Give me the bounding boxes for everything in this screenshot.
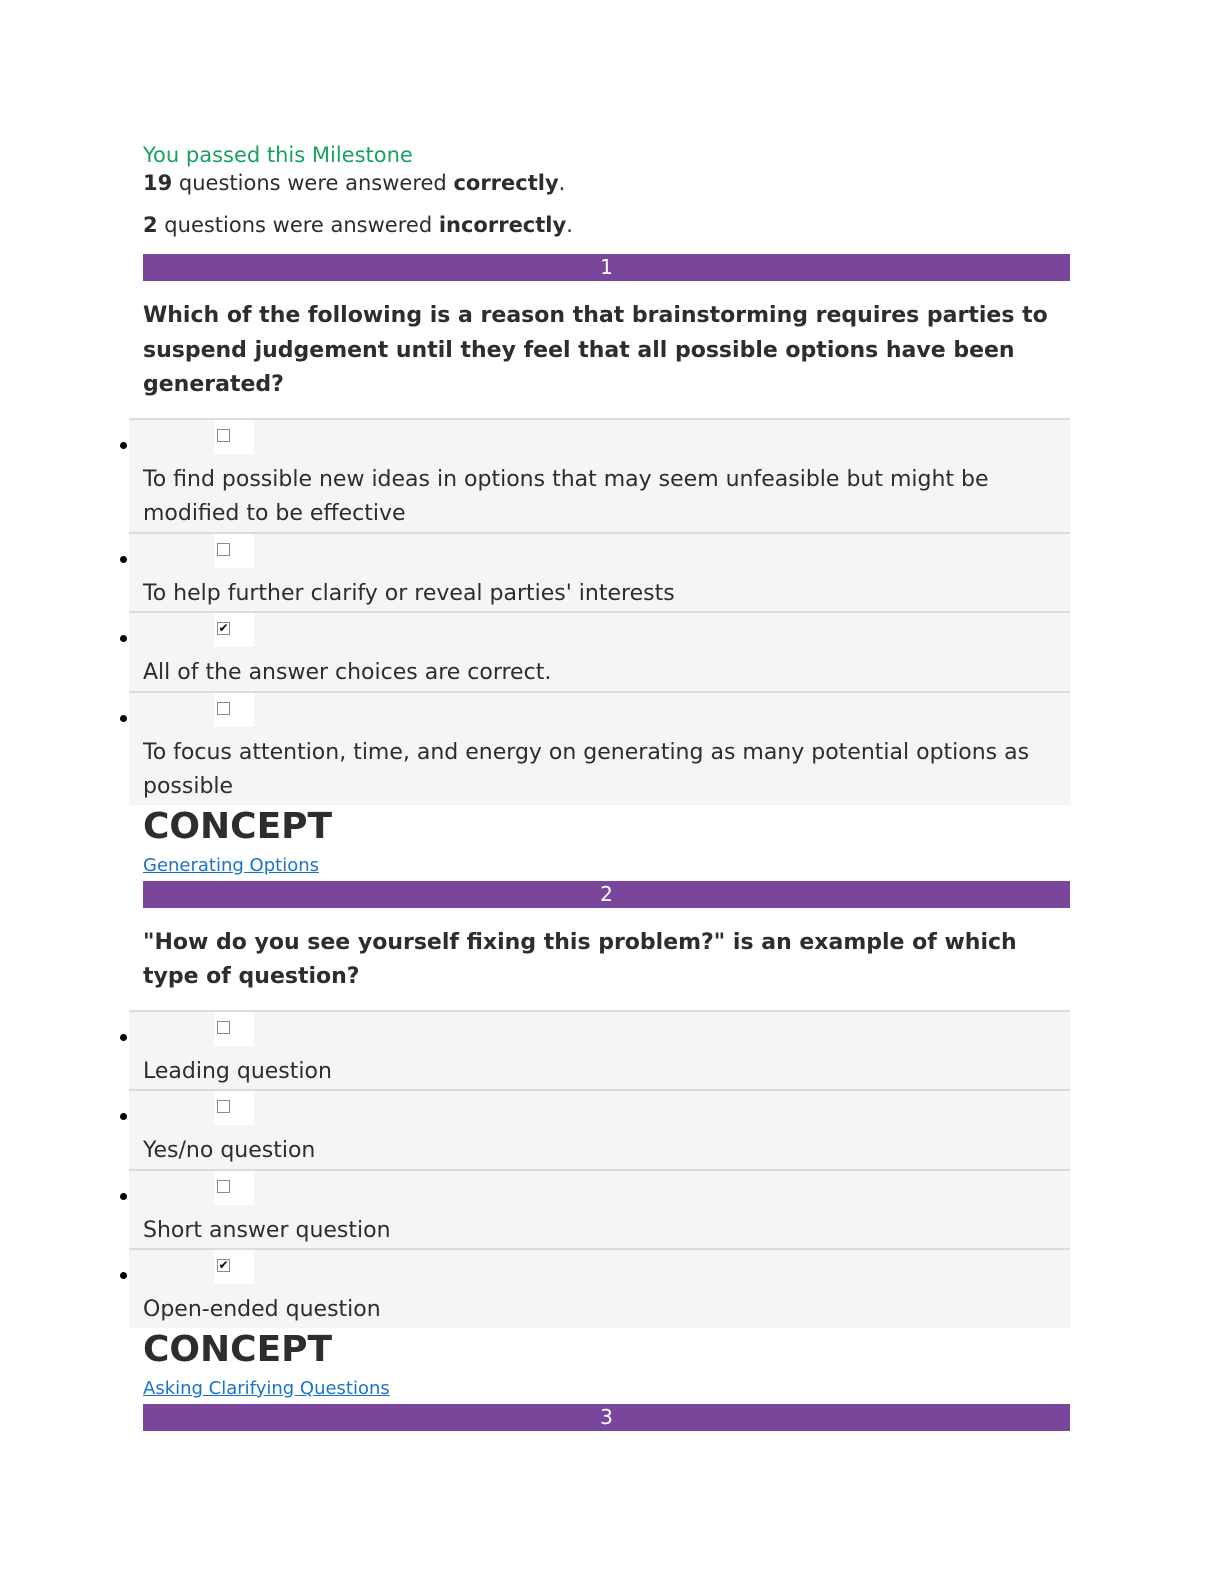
answer-options — [129, 1010, 1070, 1328]
answer-option-label: Short answer question — [143, 1217, 391, 1243]
answer-option[interactable] — [129, 532, 1070, 612]
answer-option-label: To focus attention, time, and energy on generating as many potential options as possible — [143, 739, 1030, 799]
checkbox-frame — [214, 420, 254, 454]
bullet-icon — [120, 1113, 127, 1120]
checkbox-frame — [214, 1250, 254, 1284]
bullet-icon — [120, 442, 127, 449]
answer-option[interactable] — [129, 1248, 1070, 1328]
pass-status: You passed this Milestone — [143, 143, 413, 167]
answer-option[interactable] — [129, 1010, 1070, 1090]
checkbox-unchecked-icon[interactable] — [217, 1180, 230, 1193]
incorrect-count: 2 — [143, 213, 158, 237]
checkbox-checked-icon[interactable]: ✔ — [218, 1258, 229, 1272]
answer-option[interactable] — [129, 691, 1070, 805]
answer-option-label: To help further clarify or reveal parties' interests — [143, 580, 675, 606]
question-number-bar: 2 — [143, 881, 1070, 908]
incorrect-summary — [143, 212, 1070, 242]
concept-heading: CONCEPT — [143, 1328, 333, 1370]
answer-option[interactable] — [129, 1089, 1070, 1169]
answer-option-label: All of the answer choices are correct. — [143, 660, 552, 685]
bullet-icon — [120, 1272, 127, 1279]
milestone-results — [143, 140, 1070, 1431]
bullet-icon — [120, 556, 127, 563]
answer-option[interactable] — [129, 418, 1070, 532]
checkbox-unchecked-icon[interactable] — [217, 1100, 230, 1113]
answer-option-label: Leading question — [143, 1058, 332, 1084]
concept-heading: CONCEPT — [143, 805, 333, 847]
bullet-icon — [120, 1034, 127, 1041]
checkbox-unchecked-icon[interactable] — [217, 429, 230, 442]
bullet-icon — [120, 635, 127, 642]
checkbox-unchecked-icon[interactable] — [217, 1021, 230, 1034]
concept-link[interactable]: Asking Clarifying Questions — [143, 1377, 390, 1399]
checkbox-frame — [214, 613, 254, 647]
checkbox-frame — [214, 1012, 254, 1046]
answer-option-label: Yes/no question — [143, 1138, 316, 1163]
checkbox-unchecked-icon[interactable] — [217, 702, 230, 715]
incorrect-period: . — [566, 213, 573, 237]
checkbox-frame — [214, 693, 254, 727]
correct-summary-text: questions were answered — [172, 171, 454, 195]
correct-summary — [143, 170, 1070, 200]
answer-option[interactable] — [129, 611, 1070, 691]
incorrect-summary-text: questions were answered — [157, 213, 439, 237]
checkbox-checked-icon[interactable]: ✔ — [218, 621, 229, 635]
checkbox-frame — [214, 1091, 254, 1125]
correct-period: . — [558, 171, 566, 195]
checkbox-frame — [214, 534, 254, 568]
correct-word: correctly — [453, 171, 559, 195]
answer-options — [129, 418, 1070, 805]
question-text: Which of the following is a reason that brainstorming requires parties to suspend judgement until they feel that all possible options have been generated? — [143, 303, 1048, 397]
question-number-bar: 1 — [143, 254, 1070, 281]
checkbox-frame — [214, 1171, 254, 1205]
concept-section — [143, 805, 1070, 881]
answer-option-label: To find possible new ideas in options that may seem unfeasible but might be modified to be effective — [143, 466, 989, 526]
question-number-bar: 3 — [143, 1404, 1070, 1431]
bullet-icon — [120, 715, 127, 722]
incorrect-word: incorrectly — [438, 213, 567, 237]
answer-option-label: Open-ended question — [143, 1297, 381, 1322]
checkbox-unchecked-icon[interactable] — [217, 543, 230, 556]
concept-link[interactable]: Generating Options — [143, 854, 320, 876]
correct-count: 19 — [143, 171, 173, 195]
bullet-icon — [120, 1193, 127, 1200]
answer-option[interactable] — [129, 1169, 1070, 1249]
concept-section — [143, 1328, 1070, 1404]
question-text: "How do you see yourself fixing this problem?" is an example of which type of question? — [143, 929, 1017, 989]
